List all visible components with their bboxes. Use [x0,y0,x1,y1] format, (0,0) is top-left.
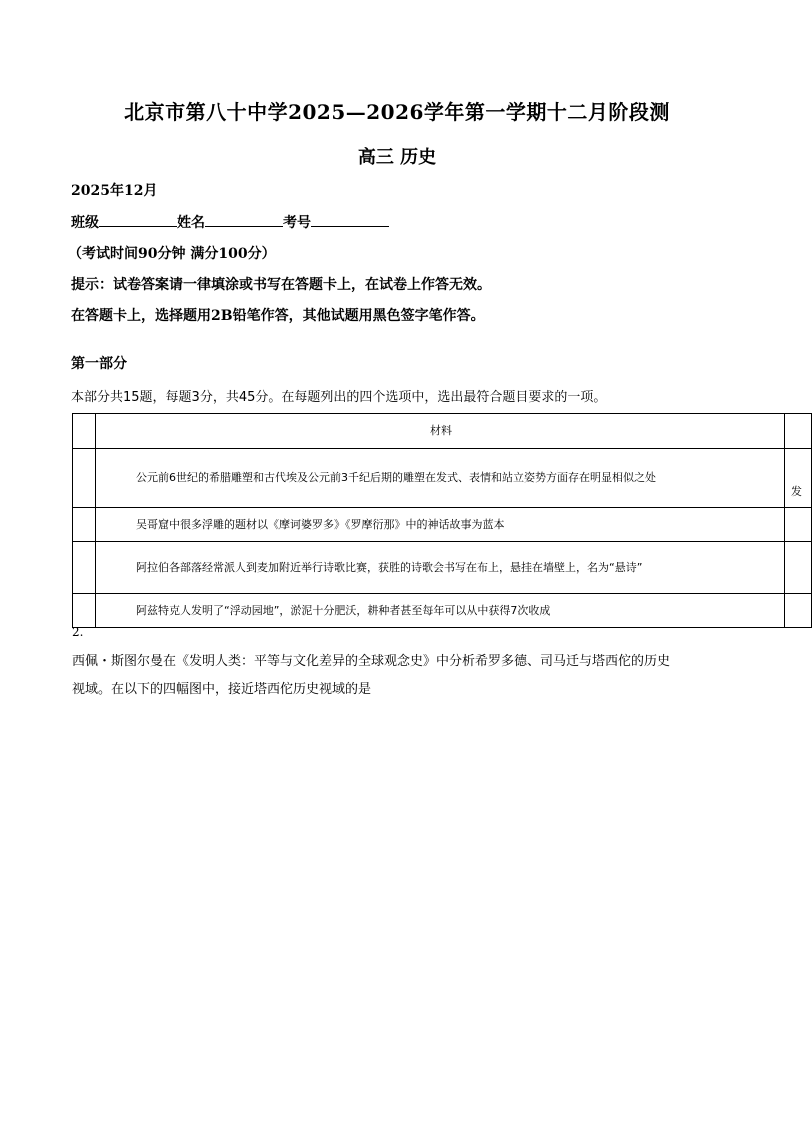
exam-date: 2025年12月 [71,183,158,199]
tip-line-2: 在答题卡上，选择题用2B铅笔作答，其他试题用黑色签字笔作答。 [71,308,485,324]
student-info-line [71,212,389,232]
name-blank [205,214,283,227]
class-label: 班级 [71,215,99,231]
table-row [73,449,812,508]
material-text: 吴哥窟中很多浮雕的题材以《摩诃婆罗多》《罗摩衍那》中的神话故事为蓝本 [136,517,505,531]
table-material-cell [96,449,785,508]
exam-no-label: 考号 [283,215,311,231]
table-cell [73,594,96,628]
table-material-cell [96,508,785,542]
table-row [73,542,812,594]
materials-table [72,413,812,628]
question-number: 2. [72,625,84,639]
exam-time-note: （考试时间90分钟 满分100分） [68,246,276,262]
question-text-line-1: 西佩・斯图尔曼在《发明人类：平等与文化差异的全球观念史》中分析希罗多德、司马迁与塔西佗的历史 [72,654,671,669]
part-description: 本部分共15题，每题3分，共45分。在每题列出的四个选项中，选出最符合题目要求的一项。 [71,390,607,405]
material-text: 公元前6世纪的希腊雕塑和古代埃及公元前3千纪后期的雕塑在发式、表情和站立姿势方面存在明显相似之处 [136,471,656,484]
table-extra-cell [785,542,812,594]
material-text: 阿拉伯各部落经常派人到麦加附近举行诗歌比赛，获胜的诗歌会书写在布上，悬挂在墙壁上，名为“悬诗” [136,560,643,574]
table-extra-cell: 发 [785,449,812,508]
exam-no-blank [311,214,389,227]
table-cell [785,414,812,449]
class-blank [99,214,177,227]
table-row [73,508,812,542]
table-extra-cell [785,508,812,542]
table-material-cell [96,594,785,628]
table-cell [73,449,96,508]
material-text: 阿兹特克人发明了“浮动园地”，淤泥十分肥沃，耕种者甚至每年可以从中获得7次收成 [136,603,551,617]
table-cell [73,414,96,449]
question-text-line-2: 视域。在以下的四幅图中，接近塔西佗历史视域的是 [72,682,372,697]
exam-subtitle: 高三 历史 [357,147,437,168]
tip-line-1: 提示：试卷答案请一律填涂或书写在答题卡上，在试卷上作答无效。 [71,277,491,293]
table-cell [73,542,96,594]
name-label: 姓名 [177,215,205,231]
table-header-cell: 材料 [96,414,785,449]
part-heading: 第一部分 [71,356,127,372]
table-extra-cell [785,594,812,628]
table-row [73,594,812,628]
table-cell [73,508,96,542]
table-material-cell [96,542,785,594]
exam-title: 北京市第八十中学2025—2026学年第一学期十二月阶段测 [124,100,670,124]
table-header-row [73,414,812,449]
